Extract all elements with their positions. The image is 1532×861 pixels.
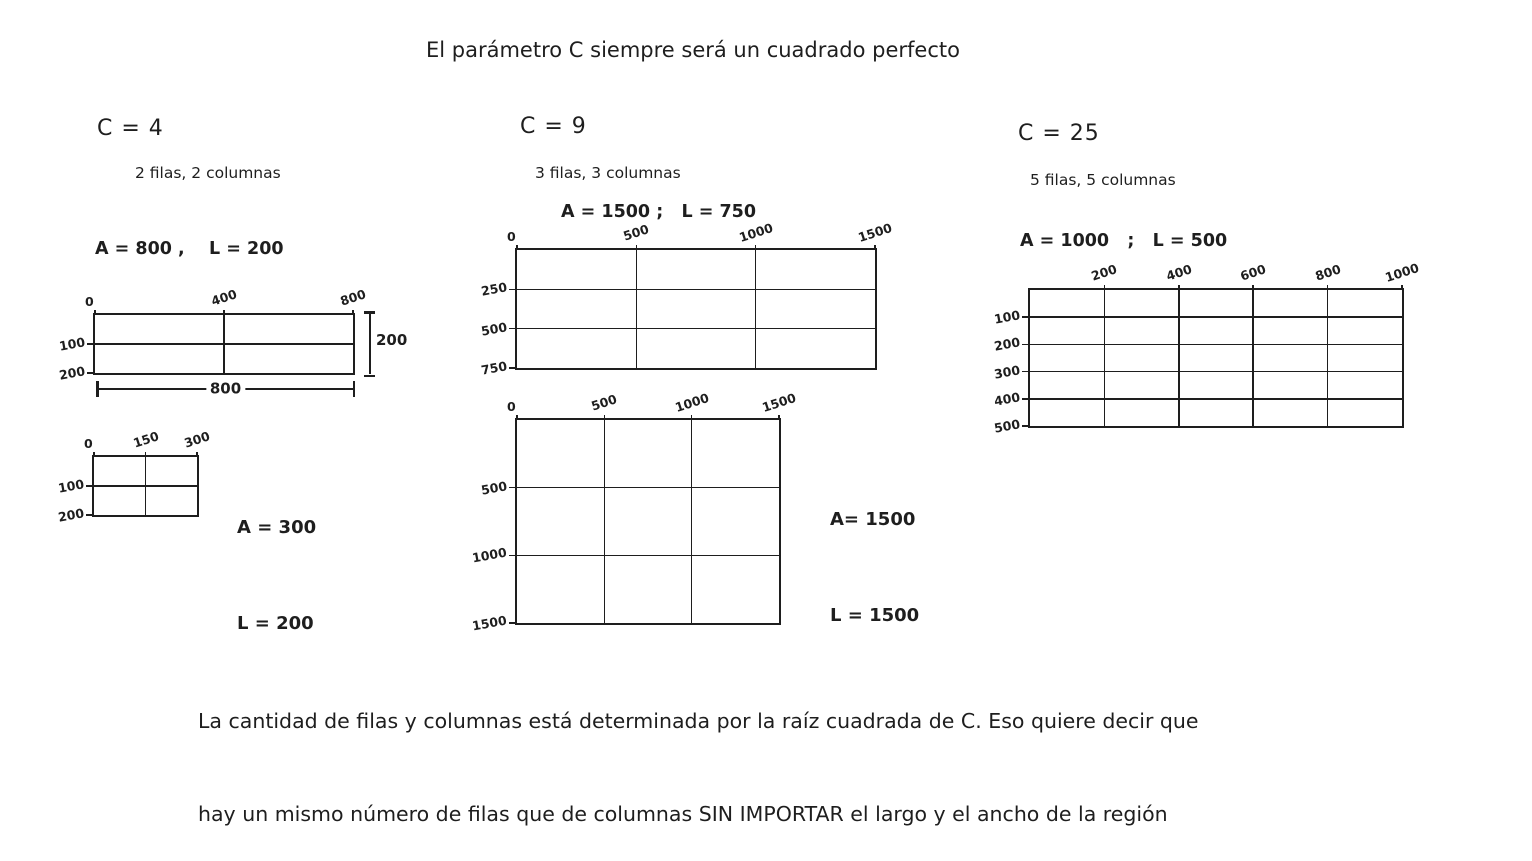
y-tick-label: 300 bbox=[992, 361, 1022, 382]
x-tick-label: 500 bbox=[589, 391, 620, 414]
x-tick-label: 400 bbox=[1164, 261, 1194, 284]
c25-params: A = 1000 ; L = 500 bbox=[1020, 231, 1228, 251]
dimension-cap bbox=[364, 375, 375, 378]
grid-line-vertical bbox=[1252, 290, 1254, 426]
y-tick-label: 400 bbox=[992, 389, 1022, 409]
x-tick-label: 800 bbox=[338, 286, 368, 309]
x-tick-mark bbox=[352, 310, 354, 315]
c9-square-params-length: L = 1500 bbox=[830, 605, 920, 626]
x-tick-mark bbox=[755, 245, 757, 250]
grid-line-horizontal bbox=[517, 289, 875, 291]
grid-line-vertical bbox=[636, 250, 638, 368]
x-tick-label: 800 bbox=[1312, 261, 1343, 284]
c4-width-dimension bbox=[96, 381, 355, 397]
grid-line-vertical bbox=[691, 420, 693, 623]
c9-params: A = 1500 ; L = 750 bbox=[561, 202, 756, 222]
x-tick-mark bbox=[223, 310, 225, 315]
y-tick-label: 100 bbox=[992, 307, 1022, 327]
c4-heading: C = 4 bbox=[97, 116, 164, 141]
grid-line-horizontal bbox=[517, 487, 779, 489]
grid-line-vertical bbox=[755, 250, 757, 368]
y-tick-label: 500 bbox=[479, 478, 509, 498]
x-tick-mark bbox=[1178, 285, 1180, 290]
x-tick-mark bbox=[516, 245, 518, 250]
c4-small-params-length: L = 200 bbox=[237, 613, 314, 634]
grid-line-horizontal bbox=[94, 485, 197, 487]
grid-line-horizontal bbox=[95, 343, 353, 345]
y-tick-mark bbox=[87, 343, 94, 345]
x-tick-label: 200 bbox=[1089, 261, 1120, 284]
y-tick-label: 250 bbox=[479, 279, 509, 299]
grid-line-horizontal bbox=[517, 555, 779, 557]
x-tick-label: 0 bbox=[506, 229, 516, 244]
height-dimension-label: 200 bbox=[372, 331, 411, 349]
main-title: El parámetro C siempre será un cuadrado perfecto bbox=[426, 38, 960, 62]
y-tick-label: 100 bbox=[57, 334, 87, 354]
y-tick-label: 200 bbox=[56, 505, 86, 525]
c4-params: A = 800 , L = 200 bbox=[95, 239, 284, 259]
x-tick-label: 0 bbox=[84, 294, 94, 309]
c4-subheading: 2 filas, 2 columnas bbox=[135, 164, 281, 182]
c9-main-grid bbox=[479, 219, 894, 378]
c4-small-params bbox=[237, 448, 316, 672]
c9-square-grid bbox=[471, 389, 798, 634]
x-tick-mark bbox=[1104, 285, 1106, 290]
y-tick-mark bbox=[86, 514, 93, 516]
c4-height-dimension bbox=[364, 311, 408, 377]
x-tick-label: 1000 bbox=[1383, 259, 1421, 286]
x-tick-mark bbox=[874, 245, 876, 250]
grid-line-vertical bbox=[1104, 290, 1106, 426]
y-tick-mark bbox=[1022, 425, 1029, 427]
dimension-line bbox=[369, 313, 371, 374]
x-tick-label: 1000 bbox=[672, 389, 711, 416]
c9-heading: C = 9 bbox=[520, 114, 587, 139]
x-tick-label: 0 bbox=[83, 436, 93, 451]
width-dimension-label: 800 bbox=[206, 379, 245, 397]
c9-subheading: 3 filas, 3 columnas bbox=[535, 164, 681, 182]
y-tick-label: 1500 bbox=[471, 612, 509, 634]
x-tick-mark bbox=[1327, 285, 1329, 290]
x-tick-mark bbox=[516, 415, 518, 420]
y-tick-mark bbox=[87, 372, 94, 374]
dimension-cap bbox=[353, 381, 356, 397]
c4-main-grid bbox=[57, 286, 368, 383]
y-tick-mark bbox=[86, 485, 93, 487]
y-tick-mark bbox=[509, 487, 516, 489]
x-tick-label: 150 bbox=[130, 428, 161, 451]
y-tick-label: 1000 bbox=[471, 544, 509, 566]
y-tick-mark bbox=[509, 367, 516, 369]
y-tick-mark bbox=[1022, 398, 1029, 400]
y-tick-mark bbox=[509, 555, 516, 557]
x-tick-mark bbox=[196, 452, 198, 457]
x-tick-mark bbox=[93, 452, 95, 457]
y-tick-label: 200 bbox=[992, 334, 1022, 355]
c9-square-params-area: A= 1500 bbox=[830, 509, 916, 530]
y-tick-label: 500 bbox=[479, 319, 509, 339]
x-tick-label: 400 bbox=[209, 286, 239, 309]
x-tick-mark bbox=[94, 310, 96, 315]
grid-line-horizontal bbox=[1030, 316, 1402, 318]
grid-line-horizontal bbox=[517, 328, 875, 330]
x-tick-mark bbox=[636, 245, 638, 250]
x-tick-mark bbox=[145, 452, 147, 457]
c25-subheading: 5 filas, 5 columnas bbox=[1030, 171, 1176, 189]
c25-main-grid bbox=[992, 259, 1421, 436]
x-tick-label: 500 bbox=[621, 221, 652, 244]
y-tick-mark bbox=[1022, 344, 1029, 346]
y-tick-mark bbox=[509, 622, 516, 624]
c4-small-params-area: A = 300 bbox=[237, 517, 317, 538]
x-tick-mark bbox=[778, 415, 780, 420]
footer-explanation bbox=[198, 644, 1199, 861]
footer-line-2: hay un mismo número de filas que de columnas SIN IMPORTAR el largo y el ancho de la región bbox=[198, 802, 1168, 826]
grid-line-horizontal bbox=[1030, 371, 1402, 373]
grid-line-horizontal bbox=[1030, 344, 1402, 346]
x-tick-label: 1500 bbox=[856, 219, 894, 246]
c25-heading: C = 25 bbox=[1018, 121, 1100, 146]
x-tick-label: 1500 bbox=[760, 389, 798, 416]
x-tick-mark bbox=[604, 415, 606, 420]
c4-small-grid bbox=[56, 428, 212, 525]
grid-line-horizontal bbox=[1030, 398, 1402, 400]
x-tick-label: 300 bbox=[182, 428, 212, 451]
x-tick-label: 600 bbox=[1238, 261, 1268, 284]
y-tick-label: 750 bbox=[479, 358, 509, 378]
y-tick-label: 500 bbox=[992, 416, 1022, 436]
x-tick-label: 1000 bbox=[736, 219, 775, 246]
grid-line-vertical bbox=[1327, 290, 1329, 426]
grid-line-vertical bbox=[1178, 290, 1180, 426]
footer-line-1: La cantidad de filas y columnas está determinada por la raíz cuadrada de C. Eso quiere decir que bbox=[198, 709, 1199, 733]
y-tick-mark bbox=[1022, 316, 1029, 318]
x-tick-mark bbox=[1401, 285, 1403, 290]
x-tick-mark bbox=[1252, 285, 1254, 290]
x-tick-mark bbox=[691, 415, 693, 420]
y-tick-mark bbox=[509, 328, 516, 330]
x-tick-label: 0 bbox=[506, 399, 516, 414]
y-tick-mark bbox=[509, 289, 516, 291]
grid-line-vertical bbox=[604, 420, 606, 623]
y-tick-label: 200 bbox=[57, 363, 87, 383]
y-tick-mark bbox=[1022, 371, 1029, 373]
y-tick-label: 100 bbox=[56, 476, 86, 496]
c9-square-params bbox=[830, 440, 919, 664]
